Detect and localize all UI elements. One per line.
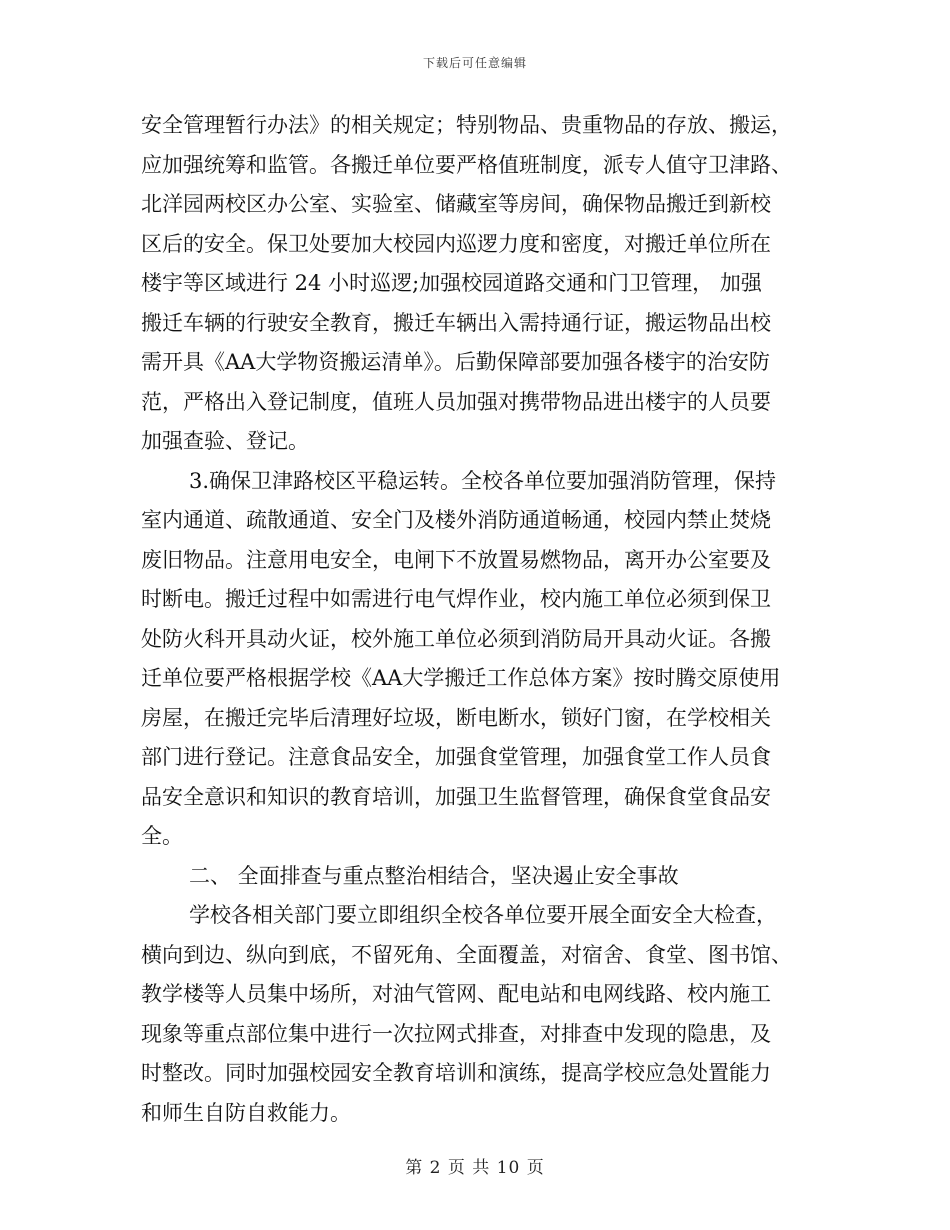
paragraph-first-line: 3.确保卫津路校区平稳运转。全校各单位要加强消防管理，保持 <box>189 468 777 493</box>
text-line: 加强查验、登记。 <box>141 429 309 453</box>
text-line: 楼宇等区域进行 24 小时巡逻;加强校园道路交通和门卫管理， 加强 <box>141 271 762 295</box>
document-body <box>141 106 811 1133</box>
text-line: 迁单位要严格根据学校《AA大学搬迁工作总体方案》按时腾交原使用 <box>141 666 781 690</box>
text-line: 废旧物品。注意用电安全，电闸下不放置易燃物品，离开办公室要及 <box>141 547 771 572</box>
text-line: 教学楼等人员集中场所，对油气管网、配电站和电网线路、校内施工 <box>141 982 771 1006</box>
text-line: 区后的安全。保卫处要加大校园内巡逻力度和密度，对搬迁单位所在 <box>141 231 771 256</box>
text-line: 和师生自防自救能力。 <box>141 1100 351 1125</box>
text-line: 室内通道、疏散通道、安全门及楼外消防通道畅通，校园内禁止焚烧 <box>141 508 771 532</box>
text-line: 范，严格出入登记制度，值班人员加强对携带物品进出楼宇的人员要 <box>141 389 771 414</box>
text-line: 时断电。搬迁过程中如需进行电气焊作业，校内施工单位必须到保卫 <box>141 587 771 611</box>
page-header-note: 下载后可任意编辑 <box>422 56 527 70</box>
text-line: 房屋，在搬迁完毕后清理好垃圾，断电断水，锁好门窗，在学校相关 <box>141 705 771 730</box>
section-heading: 二、 全面排查与重点整治相结合，坚决遏止安全事故 <box>189 863 679 888</box>
text-line: 横向到边、纵向到底，不留死角、全面覆盖，对宿舍、食堂、图书馆、 <box>141 942 792 967</box>
text-line: 搬迁车辆的行驶安全教育，搬迁车辆出入需持通行证，搬运物品出校 <box>141 310 771 335</box>
text-line: 处防火科开具动火证，校外施工单位必须到消防局开具动火证。各搬 <box>141 626 771 651</box>
text-line: 品安全意识和知识的教育培训，加强卫生监督管理，确保食堂食品安 <box>141 784 771 809</box>
text-line: 现象等重点部位集中进行一次拉网式排查，对排查中发现的隐患，及 <box>141 1021 771 1046</box>
page-number: 第 2 页 共 10 页 <box>405 1158 545 1178</box>
text-line: 北洋园两校区办公室、实验室、储藏室等房间，确保物品搬迁到新校 <box>141 192 771 216</box>
text-line: 需开具《AA大学物资搬运清单》。后勤保障部要加强各楼宇的治安防 <box>141 350 770 374</box>
text-line: 应加强统筹和监管。各搬迁单位要严格值班制度，派专人值守卫津路、 <box>141 152 792 177</box>
text-line: 时整改。同时加强校园安全教育培训和演练，提高学校应急处置能力 <box>141 1061 771 1085</box>
text-line: 安全管理暂行办法》的相关规定；特别物品、贵重物品的存放、搬运， <box>141 113 792 137</box>
paragraph-first-line: 学校各相关部门要立即组织全校各单位要开展全面安全大检查， <box>189 903 777 927</box>
text-line: 全。 <box>141 824 183 848</box>
text-line: 部门进行登记。注意食品安全，加强食堂管理，加强食堂工作人员食 <box>141 745 771 769</box>
